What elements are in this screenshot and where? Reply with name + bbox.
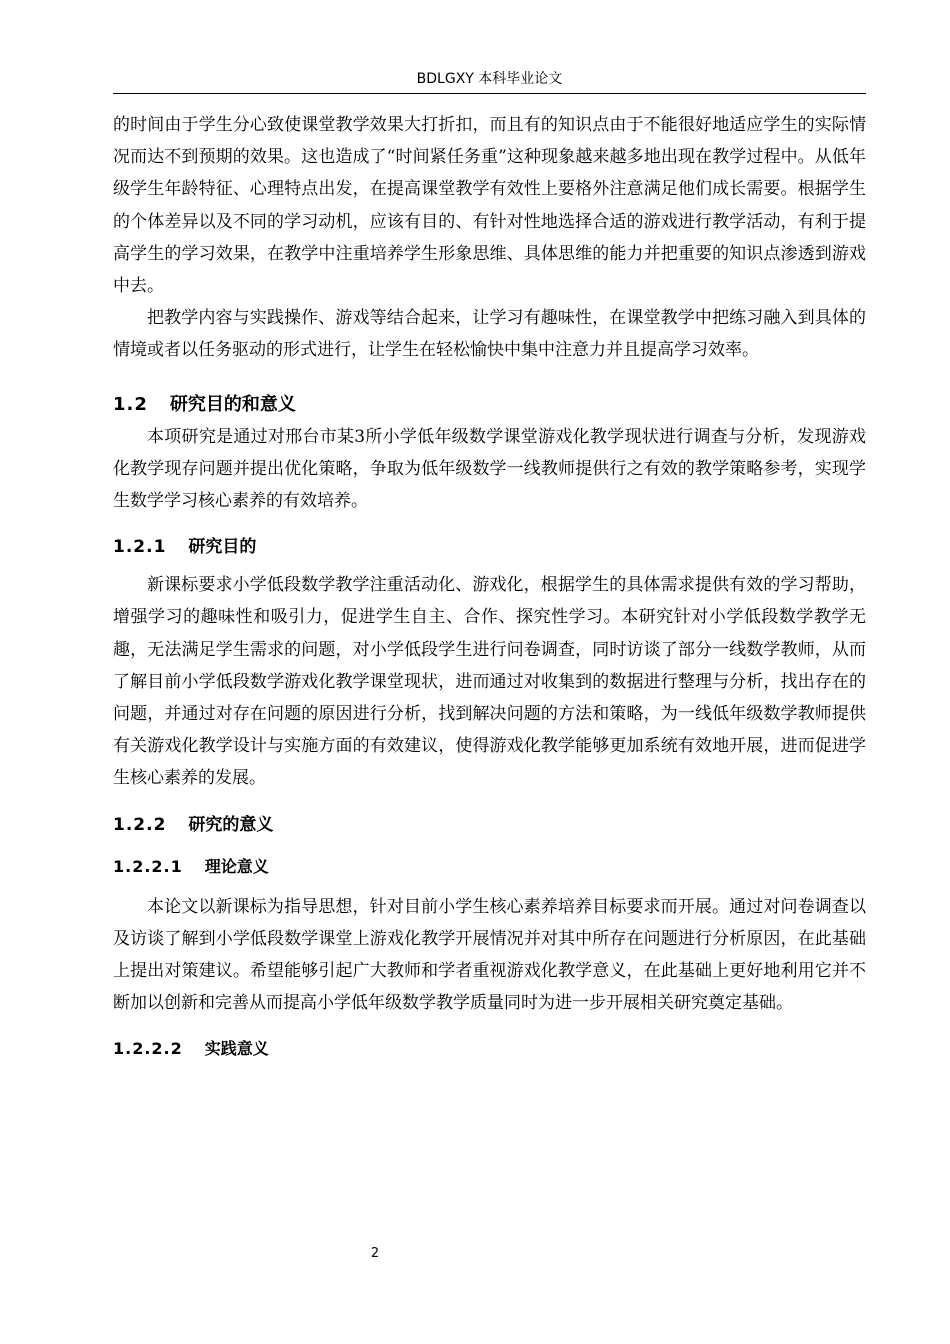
section-heading-1-2-2-1 — [113, 851, 866, 883]
page-header: BDLGXY 本科毕业论文 — [416, 71, 563, 87]
section-title: 研究目的 — [188, 537, 257, 558]
paragraph-teaching-integration: 把教学内容与实践操作、游戏等结合起来，让学习有趣味性，在课堂教学中把练习融入到具体的情境或者以任务驱动的形式进行，让学生在轻松愉快中集中注意力并且提高学习效率。 — [113, 308, 866, 361]
section-number: 1.2 — [113, 393, 148, 415]
section-heading-1-2 — [113, 389, 866, 421]
section-title: 实践意义 — [204, 1039, 269, 1059]
page-number: 2 — [370, 1246, 380, 1261]
page-body — [113, 109, 866, 1065]
paragraph-theoretical-significance: 本论文以新课标为指导思想，针对目前小学生核心素养培养目标要求而开展。通过对问卷调查以及访谈了解到小学低段数学课堂上游戏化教学开展情况并对其中所存在问题进行分析原因，在此基础上提出对策建议。希望能够引起广大教师和学者重视游戏化教学意义，在此基础上更好地利用它并不断加以创新和完善从而提高小学低年级数学教学质量同时为进一步开展相关研究奠定基础。 — [113, 896, 866, 1014]
paragraph-continuation: 的时间由于学生分心致使课堂教学效果大打折扣，而且有的知识点由于不能很好地适应学生的实际情况而达不到预期的效果。这也造成了“时间紧任务重”这种现象越来越多地出现在教学过程中。从低年级学生年龄特征、心理特点出发，在提高课堂教学有效性上要格外注意满足他们成长需要。根据学生的个体差异以及不同的学习动机，应该有目的、有针对性地选择合适的游戏进行教学活动，有利于提高学生的学习效果，在教学中注重培养学生形象思维、具体思维的能力并把重要的知识点渗透到游戏中去。 — [113, 115, 866, 297]
section-title: 研究目的和意义 — [169, 393, 296, 415]
paragraph-research-purpose: 新课标要求小学低段数学教学注重活动化、游戏化，根据学生的具体需求提供有效的学习帮助，增强学习的趣味性和吸引力，促进学生自主、合作、探究性学习。本研究针对小学低段数学教学无趣，无法满足学生需求的问题，对小学低段学生进行问卷调查，同时访谈了部分一线数学教师，从而了解目前小学低段数学游戏化教学课堂现状，进而通过对收集到的数据进行整理与分析，找出存在的问题，并通过对存在问题的原因进行分析，找到解决问题的方法和策略，为一线低年级数学教师提供有关游戏化教学设计与实施方面的有效建议，使得游戏化教学能够更加系统有效地开展，进而促进学生核心素养的发展。 — [113, 575, 866, 789]
paragraph-research-overview: 本项研究是通过对邢台市某3所小学低年级数学课堂游戏化教学现状进行调查与分析，发现游戏化教学现存问题并提出优化策略，争取为低年级数学一线教师提供行之有效的教学策略参考，实现学生数学学习核心素养的有效培养。 — [113, 426, 866, 512]
section-heading-1-2-2-2 — [113, 1033, 866, 1065]
section-number: 1.2.2.2 — [113, 1039, 183, 1059]
section-heading-1-2-2 — [113, 809, 866, 841]
header-rule — [113, 93, 866, 94]
section-heading-1-2-1 — [113, 531, 866, 563]
section-title: 研究的意义 — [188, 814, 274, 835]
section-number: 1.2.1 — [113, 537, 167, 558]
section-title: 理论意义 — [204, 856, 269, 876]
section-number: 1.2.2.1 — [113, 856, 183, 876]
section-number: 1.2.2 — [113, 814, 167, 835]
